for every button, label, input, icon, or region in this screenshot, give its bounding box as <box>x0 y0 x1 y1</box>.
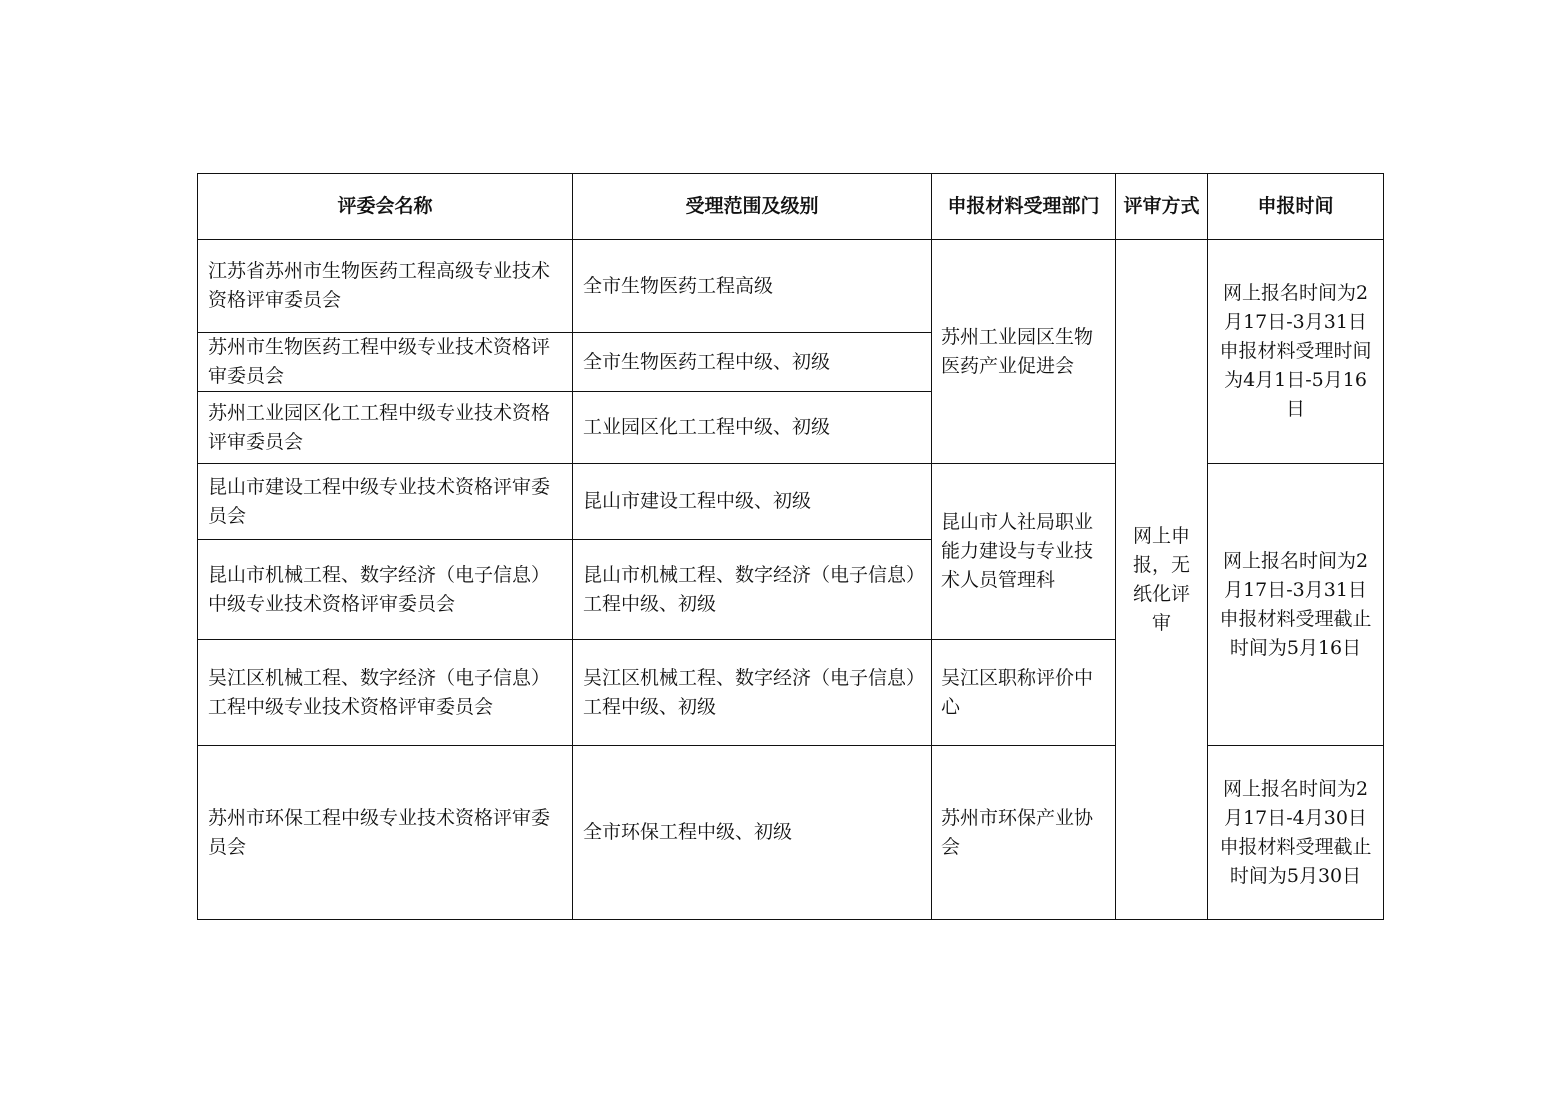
review-method-cell: 网上申报，无纸化评审 <box>1116 240 1208 920</box>
department-cell: 昆山市人社局职业能力建设与专业技术人员管理科 <box>932 464 1116 640</box>
committee-name-cell: 昆山市机械工程、数字经济（电子信息）中级专业技术资格评审委员会 <box>198 540 573 640</box>
department-cell: 苏州工业园区生物医药产业促进会 <box>932 240 1116 464</box>
header-review-method: 评审方式 <box>1116 174 1208 240</box>
scope-cell: 全市环保工程中级、初级 <box>573 746 932 920</box>
committee-name-cell: 江苏省苏州市生物医药工程高级专业技术资格评审委员会 <box>198 240 573 333</box>
header-row <box>198 174 1384 240</box>
scope-cell: 昆山市建设工程中级、初级 <box>573 464 932 540</box>
scope-cell: 昆山市机械工程、数字经济（电子信息）工程中级、初级 <box>573 540 932 640</box>
committee-name-cell: 昆山市建设工程中级专业技术资格评审委员会 <box>198 464 573 540</box>
committee-name-cell: 苏州工业园区化工工程中级专业技术资格评审委员会 <box>198 392 573 464</box>
scope-cell: 全市生物医药工程高级 <box>573 240 932 333</box>
header-department: 申报材料受理部门 <box>932 174 1116 240</box>
scope-cell: 全市生物医药工程中级、初级 <box>573 333 932 392</box>
header-committee-name: 评委会名称 <box>198 174 573 240</box>
header-scope-level: 受理范围及级别 <box>573 174 932 240</box>
department-cell: 苏州市环保产业协会 <box>932 746 1116 920</box>
application-time-cell: 网上报名时间为2月17日-3月31日申报材料受理时间为4月1日-5月16日 <box>1208 240 1384 464</box>
department-cell: 吴江区职称评价中心 <box>932 640 1116 746</box>
header-application-time: 申报时间 <box>1208 174 1384 240</box>
registration-table <box>197 173 1384 920</box>
application-time-cell: 网上报名时间为2月17日-4月30日申报材料受理截止时间为5月30日 <box>1208 746 1384 920</box>
committee-name-cell: 苏州市环保工程中级专业技术资格评审委员会 <box>198 746 573 920</box>
application-time-cell: 网上报名时间为2月17日-3月31日申报材料受理截止时间为5月16日 <box>1208 464 1384 746</box>
table-row <box>198 240 1384 333</box>
scope-cell: 工业园区化工工程中级、初级 <box>573 392 932 464</box>
committee-name-cell: 吴江区机械工程、数字经济（电子信息）工程中级专业技术资格评审委员会 <box>198 640 573 746</box>
scope-cell: 吴江区机械工程、数字经济（电子信息）工程中级、初级 <box>573 640 932 746</box>
committee-name-cell: 苏州市生物医药工程中级专业技术资格评审委员会 <box>198 333 573 392</box>
